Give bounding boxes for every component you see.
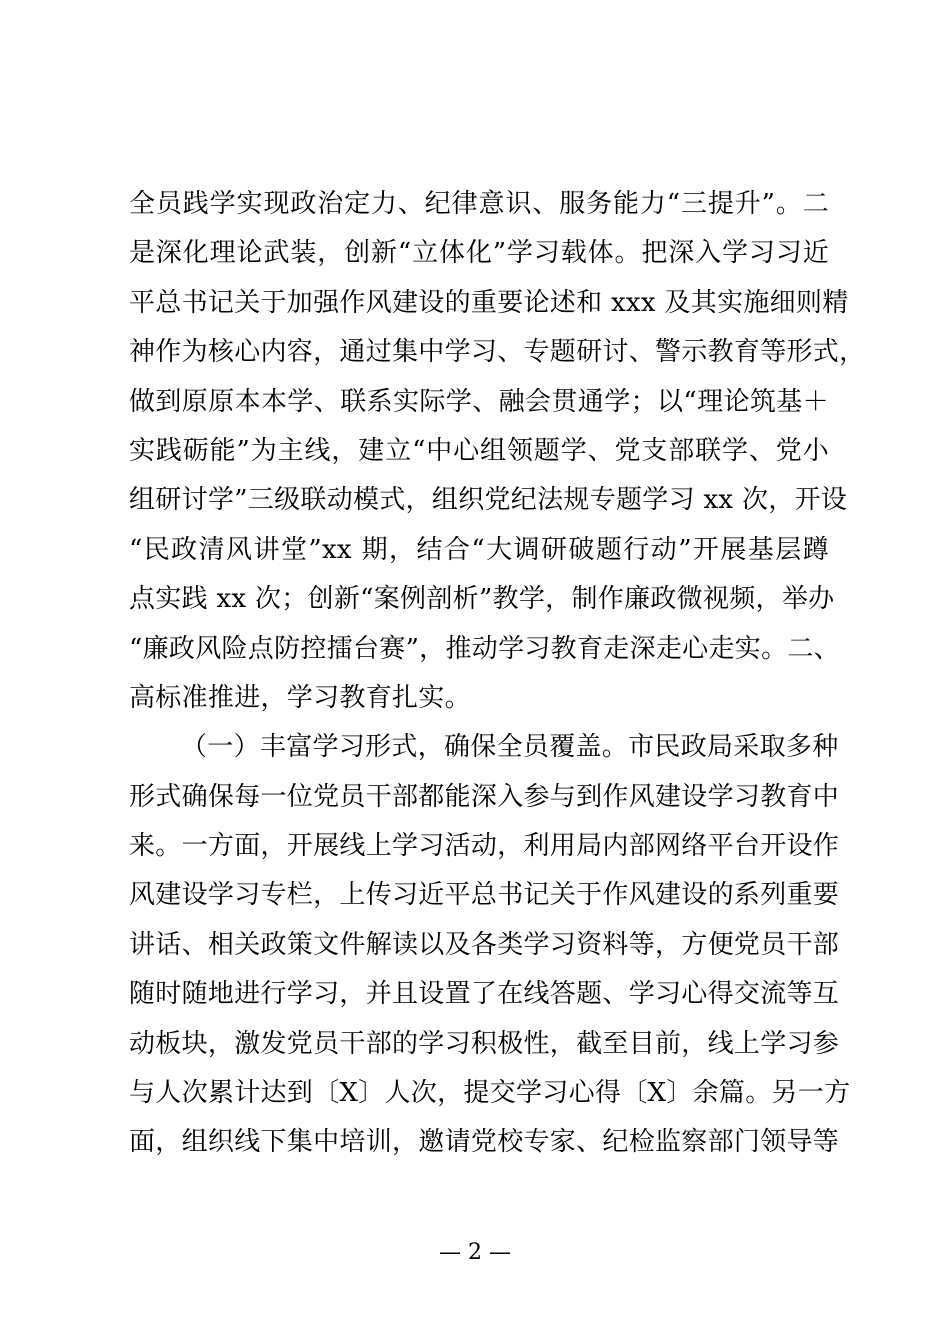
text-line: “廉政风险点防控擂台赛”，推动学习教育走深走心走实。二、 <box>129 633 840 664</box>
text-line: “民政清风讲堂”xx 期，结合“大调研破题行动”开展基层蹲 <box>129 534 829 565</box>
text-line: 组研讨学”三级联动模式，组织党纪法规专题学习 xx 次，开设 <box>129 485 848 516</box>
text-line: 全员践学实现政治定力、纪律意识、服务能力“三提升”。二 <box>129 189 829 219</box>
text-line: 是深化理论武装，创新“立体化”学习载体。把深入学习习近 <box>129 238 829 269</box>
text-line: 动板块，激发党员干部的学习积极性，截至目前，线上学习参 <box>129 1028 840 1059</box>
text-line: 与人次累计达到〔X〕人次，提交学习心得〔X〕余篇。另一方 <box>129 1078 851 1109</box>
text-line: 风建设学习专栏，上传习近平总书记关于作风建设的系列重要 <box>129 880 840 911</box>
body-text <box>129 180 866 1168</box>
text-line: 平总书记关于加强作风建设的重要论述和 xxx 及其实施细则精 <box>129 287 849 318</box>
page-number: — 2 — <box>439 1240 511 1265</box>
text-line: 随时随地进行学习，并且设置了在线答题、学习心得交流等互 <box>129 979 840 1010</box>
text-line: 讲话、相关政策文件解读以及各类学习资料等，方便党员干部 <box>129 929 840 960</box>
text-line: 做到原原本本学、联系实际学、融会贯通学；以“理论筑基＋ <box>129 386 829 417</box>
text-line-paragraph-end: 高标准推进，学习教育扎实。 <box>129 682 471 713</box>
text-line: 来。一方面，开展线上学习活动，利用局内部网络平台开设作 <box>129 831 840 862</box>
text-line: 点实践 xx 次；创新“案例剖析”教学，制作廉政微视频，举办 <box>129 584 835 615</box>
text-line: 神作为核心内容，通过集中学习、专题研讨、警示教育等形式， <box>129 337 866 368</box>
text-line: 实践砺能”为主线，建立“中心组领题学、党支部联学、党小 <box>129 435 829 466</box>
text-line: 面，组织线下集中培训，邀请党校专家、纪检监察部门领导等 <box>129 1127 840 1158</box>
text-line-paragraph-start: （一）丰富学习形式，确保全员覆盖。市民政局采取多种 <box>181 732 839 763</box>
text-line: 形式确保每一位党员干部都能深入参与到作风建设学习教育中 <box>129 781 840 812</box>
